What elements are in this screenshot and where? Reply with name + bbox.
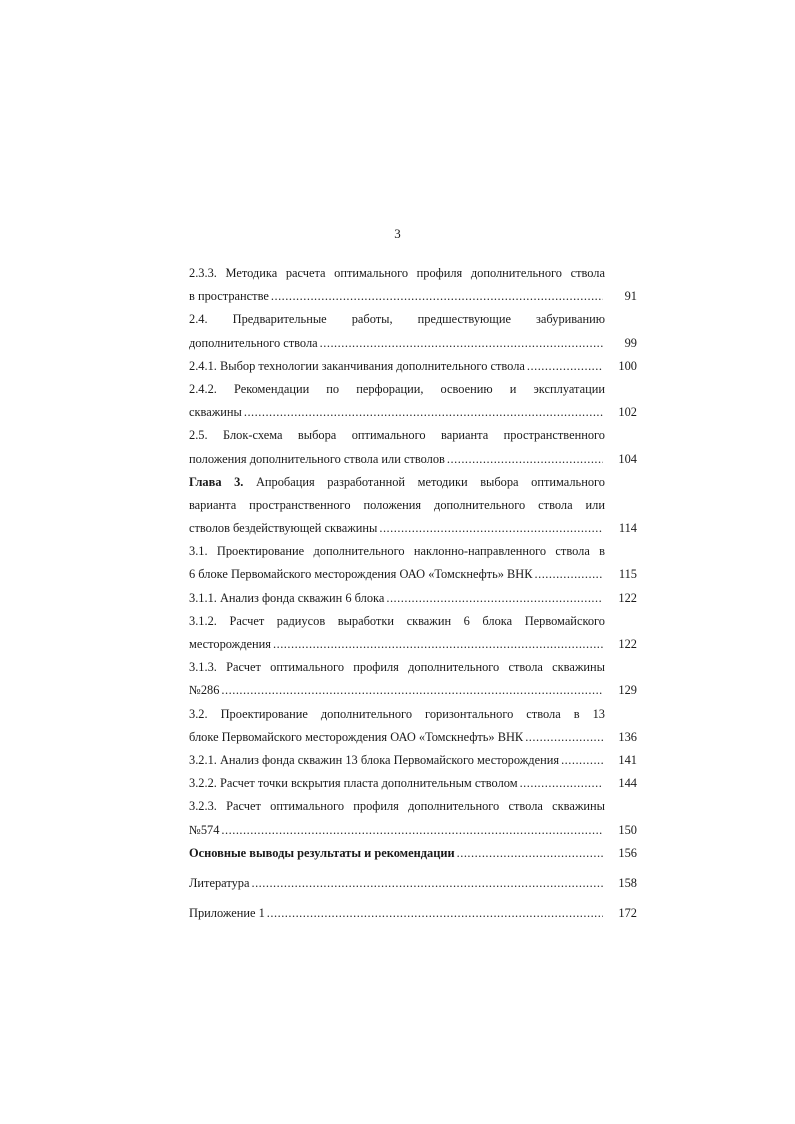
toc-entry[interactable]: [189, 540, 637, 586]
toc-entry-title: Литература: [189, 875, 250, 890]
toc-leader-dots: [525, 726, 603, 749]
toc-entry-line: [189, 795, 605, 818]
toc-leader-dots: [267, 902, 603, 925]
toc-page-number: 115: [618, 567, 637, 582]
toc-entry-last-line: [189, 332, 637, 355]
toc-entry-text: 3.2. Проектирование дополнительного горизонтального ствола в 13: [189, 706, 605, 721]
toc-entry-text: варианта пространственного положения дополнительного ствола или: [189, 497, 605, 512]
toc-entry[interactable]: [189, 749, 637, 772]
toc-page-number: 136: [618, 729, 637, 744]
toc-page-number: 156: [618, 845, 637, 860]
toc-entry-title: 2.4.1. Выбор технологии заканчивания дополнительного ствола: [189, 358, 525, 373]
toc-entry-title: дополнительного ствола: [189, 335, 318, 350]
toc-entry[interactable]: [189, 262, 637, 308]
toc-entry-line: [189, 656, 605, 679]
toc-entry-title: положения дополнительного ствола или стволов: [189, 451, 445, 466]
toc-gap: [189, 895, 637, 902]
toc-leader-dots: [251, 872, 603, 895]
toc-page-number: 150: [618, 822, 637, 837]
toc-entry-text: 2.4. Предварительные работы, предшествующие забуриванию: [189, 312, 605, 327]
toc-entry-last-line: [189, 633, 637, 656]
toc-entry-text: 2.4.2. Рекомендации по перфорации, освоению и эксплуатации: [189, 381, 605, 396]
toc-entry-title: 3.1.1. Анализ фонда скважин 6 блока: [189, 590, 385, 605]
toc-entry[interactable]: [189, 842, 637, 865]
toc-leader-dots: [457, 842, 603, 865]
toc-entry[interactable]: [189, 772, 637, 795]
toc-entry-line: [189, 540, 605, 563]
toc-entry-last-line: [189, 749, 637, 772]
toc-page-number: 102: [618, 405, 637, 420]
toc-entry-title: №574: [189, 822, 220, 837]
toc-leader-dots: [447, 448, 603, 471]
toc-leader-dots: [379, 517, 603, 540]
toc-page-number: 129: [618, 683, 637, 698]
toc-entry-title: блоке Первомайского месторождения ОАО «Томскнефть» ВНК: [189, 729, 524, 744]
toc-entry-last-line: [189, 842, 637, 865]
toc-page-number: 91: [624, 289, 637, 304]
toc-entry-line: [189, 471, 605, 494]
toc-entry-line: [189, 494, 605, 517]
toc-page-number: 144: [618, 776, 637, 791]
toc-entry[interactable]: [189, 424, 637, 470]
toc-page-number: 172: [618, 906, 637, 921]
toc-entry-last-line: [189, 517, 637, 540]
toc-leader-dots: [221, 679, 603, 702]
toc-leader-dots: [520, 772, 603, 795]
toc-entry[interactable]: [189, 872, 637, 895]
toc-entry-text: Апробация разработанной методики выбора оптимального: [243, 474, 605, 489]
toc-entry-text: 3.2.3. Расчет оптимального профиля дополнительного ствола скважины: [189, 799, 605, 814]
toc-page-number: 104: [618, 451, 637, 466]
toc-page-number: 114: [618, 521, 637, 536]
toc-entry-last-line: [189, 679, 637, 702]
toc-entry-last-line: [189, 872, 637, 895]
toc-entry[interactable]: [189, 610, 637, 656]
toc-leader-dots: [527, 355, 603, 378]
toc-leader-dots: [244, 401, 603, 424]
toc-page-number: 122: [618, 637, 637, 651]
toc-page-number: 158: [618, 875, 637, 890]
toc-entry-text: 2.5. Блок-схема выбора оптимального варианта пространственного: [189, 428, 605, 443]
chapter-label: Глава 3.: [189, 474, 244, 489]
toc-entry-line: [189, 610, 605, 633]
toc-entry-title: 3.2.1. Анализ фонда скважин 13 блока Первомайского месторождения: [189, 752, 560, 767]
toc-entry[interactable]: [189, 355, 637, 378]
toc-leader-dots: [273, 633, 603, 656]
toc-entry-last-line: [189, 819, 637, 842]
toc-entry-title: месторождения: [189, 637, 272, 651]
toc-entry[interactable]: [189, 308, 637, 354]
toc-leader-dots: [535, 563, 604, 586]
toc-entry-last-line: [189, 563, 637, 586]
table-of-contents: [189, 262, 637, 925]
toc-entry-title: скважины: [189, 405, 242, 420]
toc-entry-text: 3.1.2. Расчет радиусов выработки скважин 6 блока Первомайского: [189, 613, 605, 628]
toc-leader-dots: [221, 819, 603, 842]
toc-leader-dots: [320, 332, 603, 355]
toc-entry-last-line: [189, 401, 637, 424]
toc-leader-dots: [561, 749, 603, 772]
toc-entry-last-line: [189, 355, 637, 378]
toc-entry-last-line: [189, 772, 637, 795]
toc-entry-last-line: [189, 448, 637, 471]
toc-entry[interactable]: [189, 656, 637, 702]
toc-entry-line: [189, 308, 605, 331]
toc-entry-text: 3.1. Проектирование дополнительного наклонно-направленного ствола в: [189, 544, 605, 559]
toc-page-number: 100: [618, 358, 637, 373]
toc-entry[interactable]: [189, 902, 637, 925]
toc-entry-line: [189, 703, 605, 726]
toc-entry-title: Приложение 1: [189, 906, 265, 921]
toc-entry-title: 3.2.2. Расчет точки вскрытия пласта дополнительным стволом: [189, 776, 518, 791]
toc-entry-text: 3.1.3. Расчет оптимального профиля дополнительного ствола скважины: [189, 660, 605, 675]
toc-entry-title: 6 блоке Первомайского месторождения ОАО «Томскнефть» ВНК: [189, 567, 533, 582]
toc-entry[interactable]: [189, 378, 637, 424]
toc-entry-text: 2.3.3. Методика расчета оптимального профиля дополнительного ствола: [189, 266, 605, 280]
toc-entry-line: [189, 378, 605, 401]
toc-entry[interactable]: [189, 703, 637, 749]
toc-entry-title: Основные выводы результаты и рекомендации: [189, 845, 455, 860]
toc-entry-title: №286: [189, 683, 220, 698]
toc-page-number: 141: [618, 752, 637, 767]
toc-entry-line: [189, 262, 605, 285]
toc-entry[interactable]: [189, 471, 637, 541]
toc-entry-last-line: [189, 902, 637, 925]
toc-entry-last-line: [189, 285, 637, 308]
toc-leader-dots: [271, 285, 603, 308]
toc-entry-last-line: [189, 726, 637, 749]
toc-gap: [189, 865, 637, 872]
toc-entry-title: стволов бездействующей скважины: [189, 521, 378, 536]
toc-entry-line: [189, 424, 605, 447]
page-number: 3: [394, 226, 401, 241]
toc-entry-title: в пространстве: [189, 289, 269, 304]
toc-page-number: 122: [618, 590, 637, 605]
toc-entry[interactable]: [189, 795, 637, 841]
toc-leader-dots: [386, 587, 603, 610]
toc-entry-last-line: [189, 587, 637, 610]
toc-entry[interactable]: [189, 587, 637, 610]
toc-page-number: 99: [624, 335, 637, 350]
